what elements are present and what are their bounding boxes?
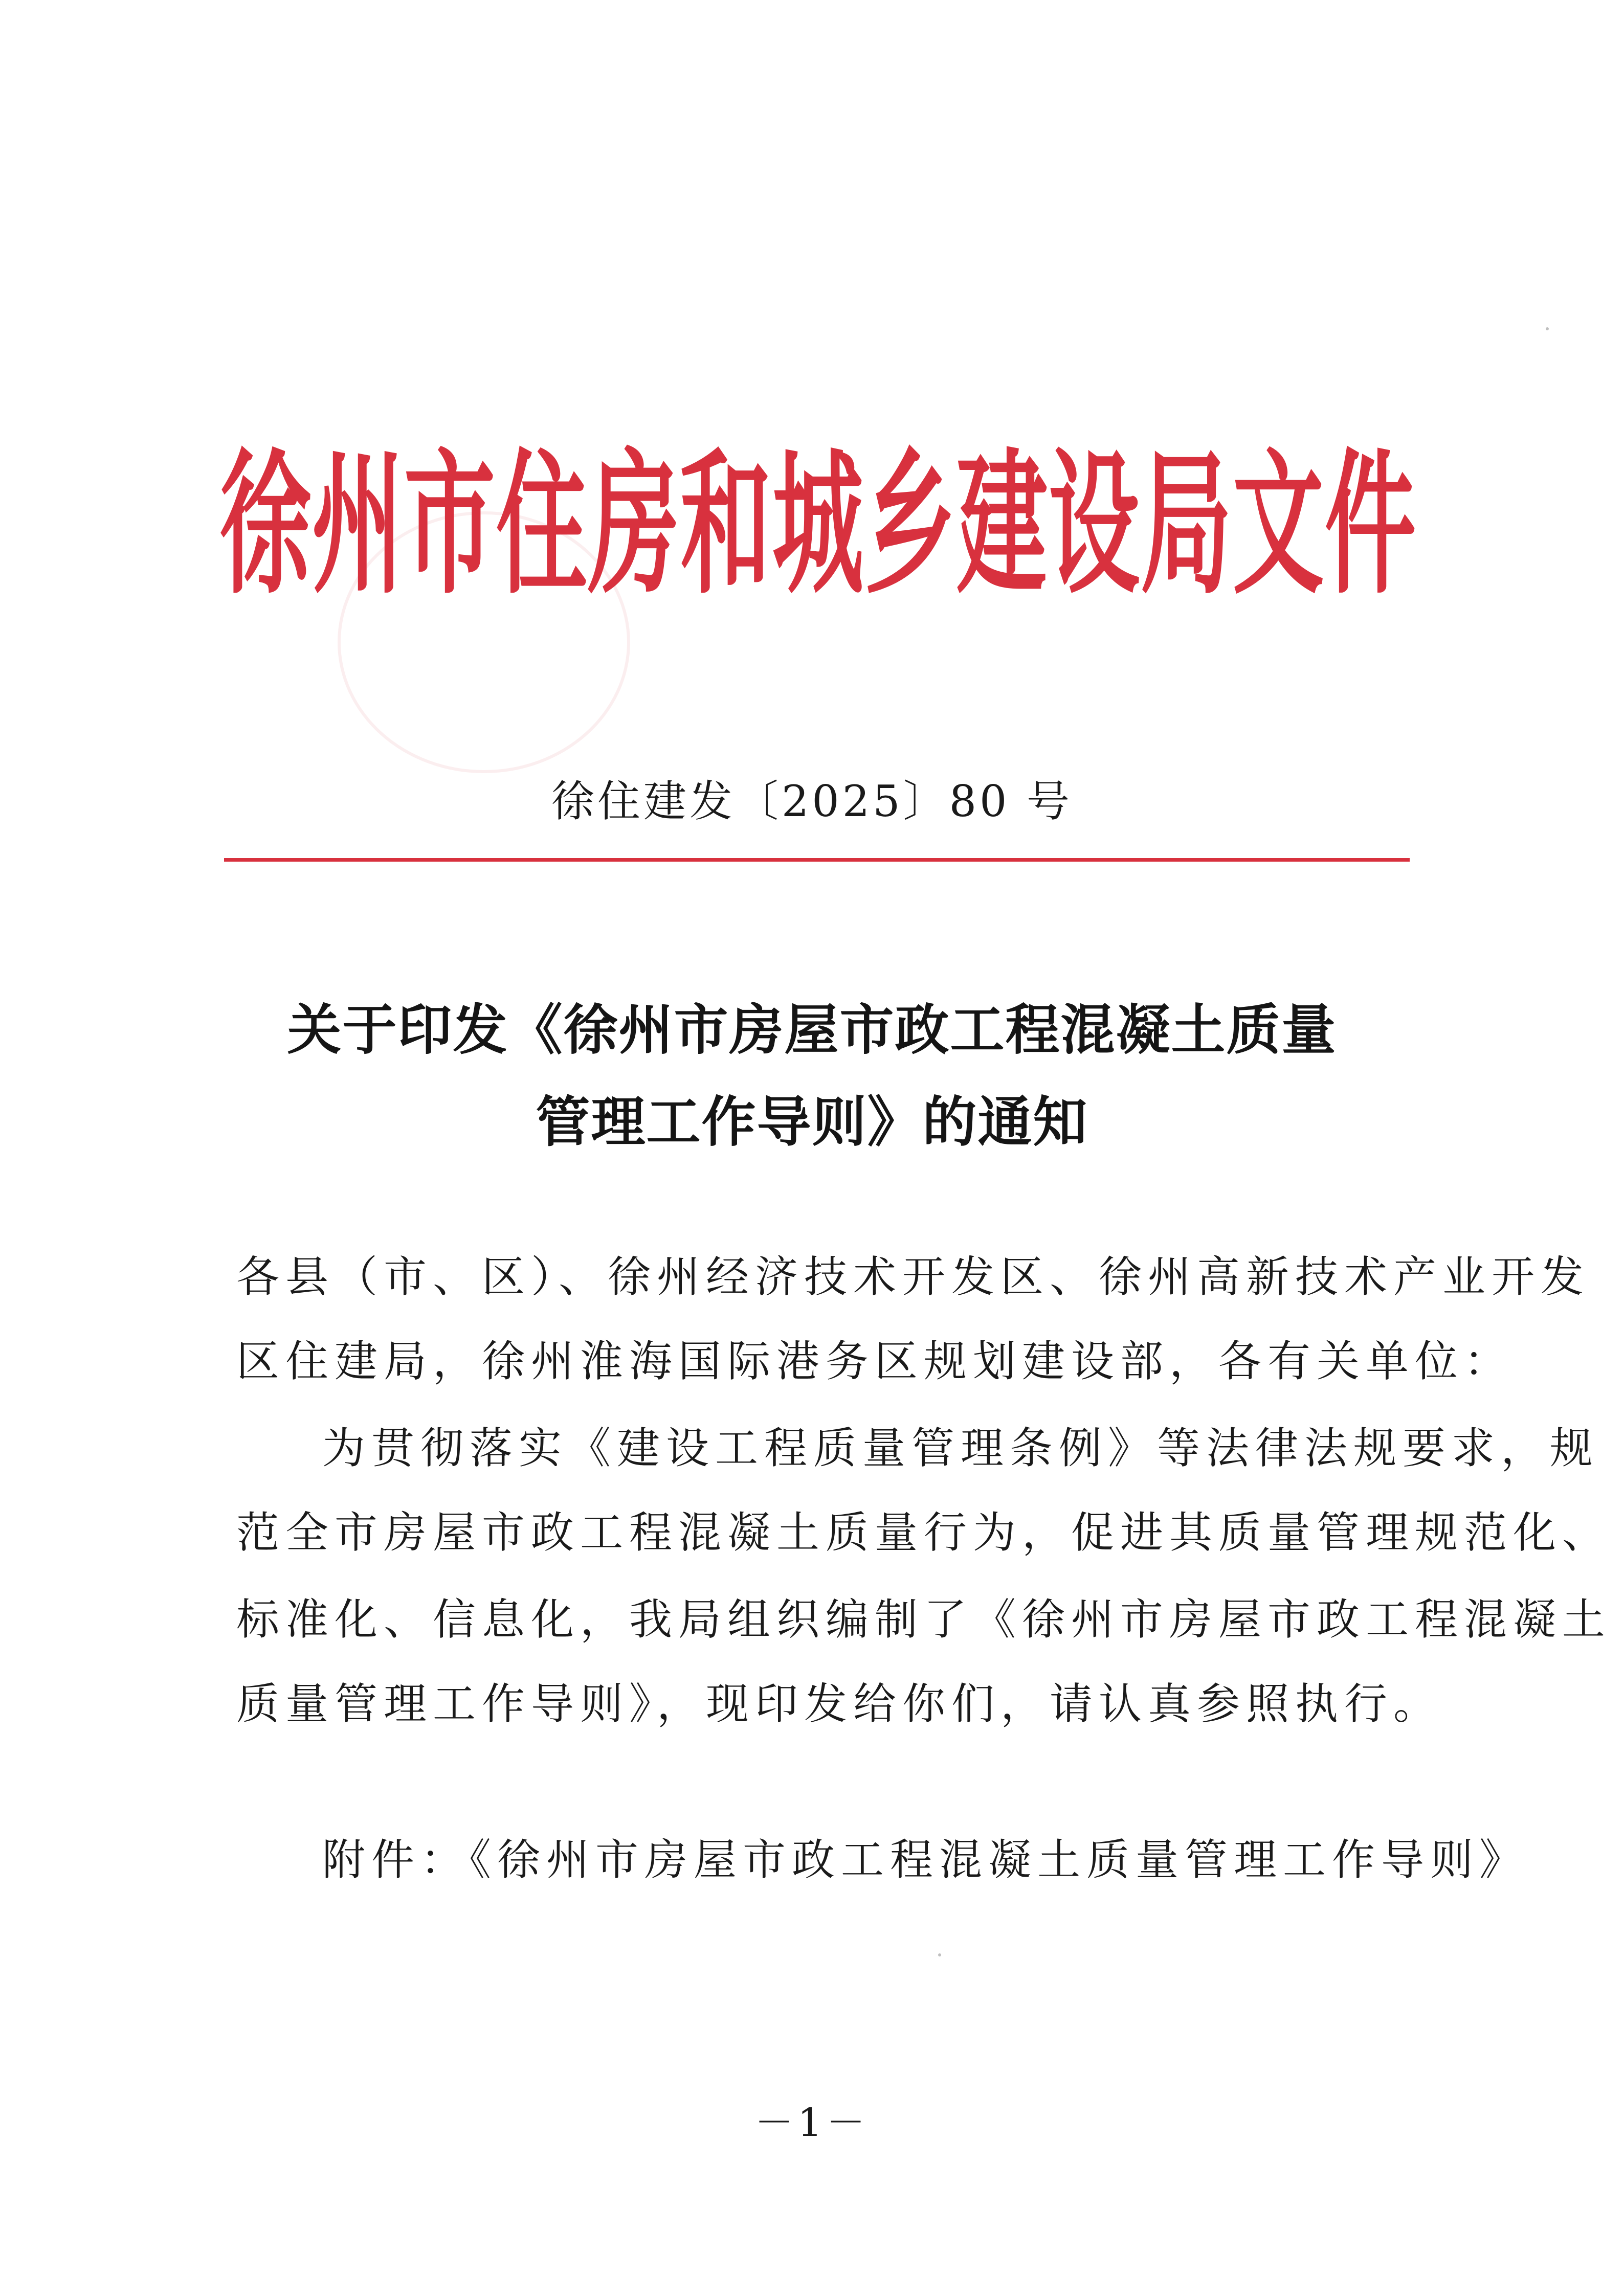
page-number: －1－ — [754, 2100, 870, 2145]
scan-speck — [1546, 327, 1549, 330]
body-line-3: 标准化、信息化，我局组织编制了《徐州市房屋市政工程混凝土 — [236, 1594, 1612, 1645]
attachment-line: 附件：《徐州市房屋市政工程混凝土质量管理工作导则》 — [322, 1835, 1529, 1885]
document-masthead — [220, 384, 1417, 639]
body-line-4: 质量管理工作导则》，现印发给你们，请认真参照执行。 — [236, 1679, 1443, 1729]
scan-speck — [938, 1953, 941, 1956]
addressee-line-2: 区住建局，徐州淮海国际港务区规划建设部，各有关单位： — [236, 1336, 1514, 1386]
red-separator-rule — [224, 858, 1410, 862]
body-line-1: 为贯彻落实《建设工程质量管理条例》等法律法规要求，规 — [322, 1423, 1599, 1473]
document-number: 徐住建发〔2025〕80 号 — [551, 776, 1073, 826]
body-line-2: 范全市房屋市政工程混凝土质量行为，促进其质量管理规范化、 — [236, 1507, 1612, 1558]
notice-title-line-1: 关于印发《徐州市房屋市政工程混凝土质量 — [287, 999, 1337, 1062]
masthead-title: 徐州市住房和城乡建设局文件 — [220, 435, 1417, 615]
addressee-line-1: 各县（市、区）、徐州经济技术开发区、徐州高新技术产业开发 — [236, 1252, 1590, 1302]
notice-title-line-2: 管理工作导则》的通知 — [536, 1091, 1088, 1154]
